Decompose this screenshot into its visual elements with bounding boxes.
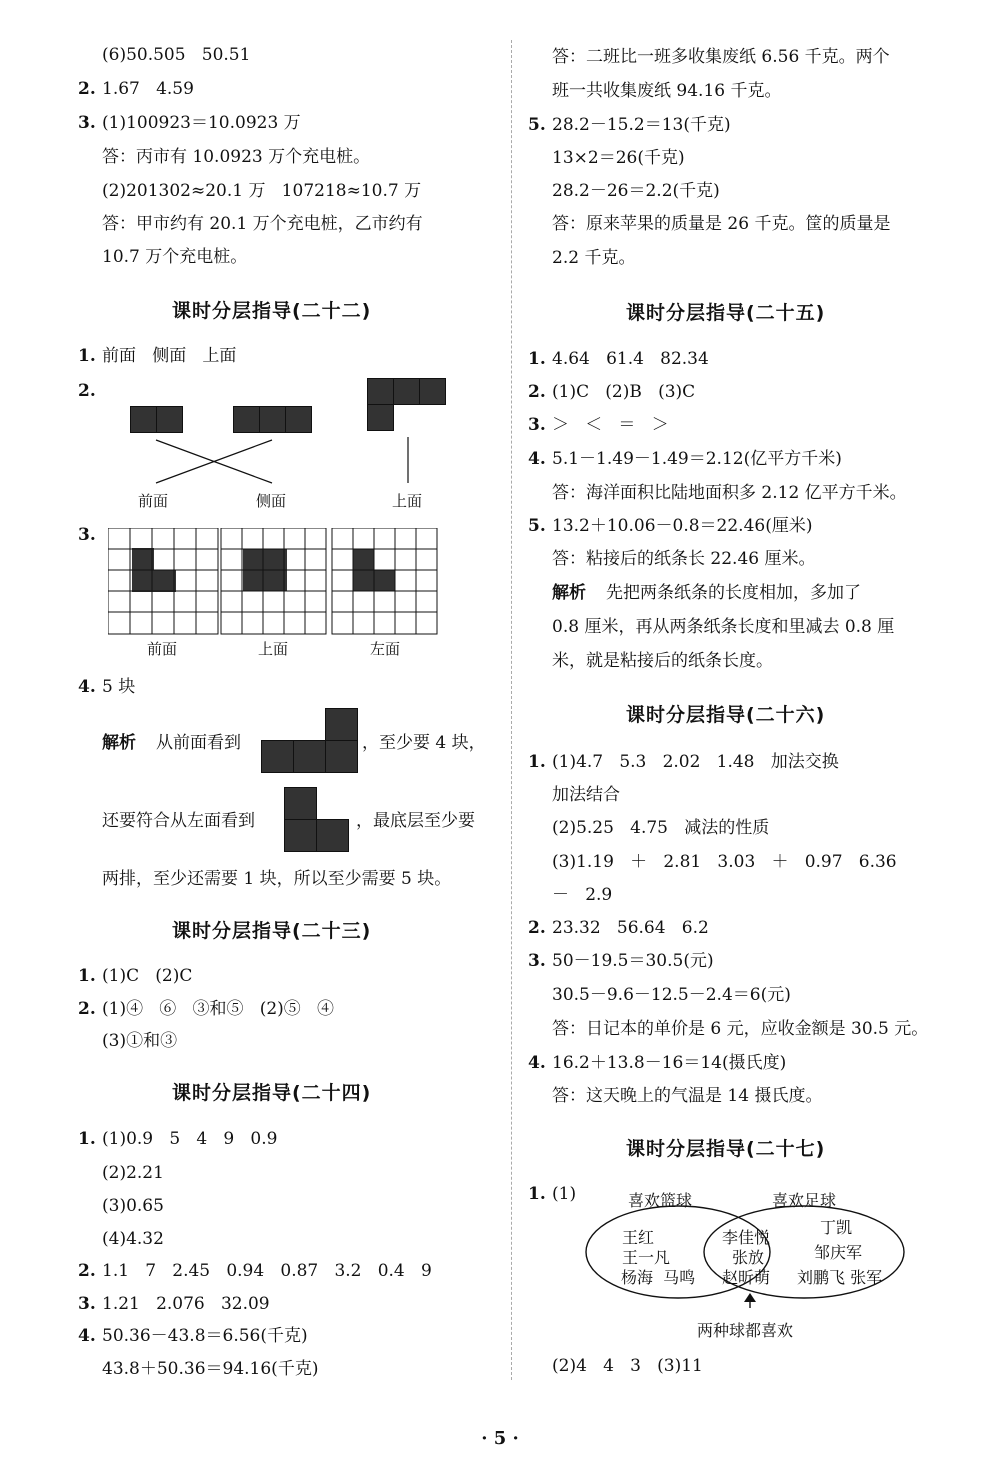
item-number: 1. [78, 346, 96, 366]
text-line: 50－19.5＝30.5(元) [552, 951, 714, 971]
text-line: 两排，至少还需要 1 块，所以至少需要 5 块。 [102, 869, 452, 889]
text-line: 班一共收集废纸 94.16 千克。 [552, 81, 782, 101]
page-number: · 5 · [481, 1428, 519, 1449]
text-line: 还要符合从左面看到 [102, 811, 255, 831]
text-line: 28.2－15.2＝13(千克) [552, 115, 731, 135]
item-number: 3. [78, 1294, 96, 1314]
text-line: 答：海洋面积比陆地面积多 2.12 亿平方千米。 [552, 483, 907, 503]
item-number: 3. [528, 951, 546, 971]
text-line: 答：甲市约有 20.1 万个充电桩，乙市约有 [102, 214, 423, 234]
venn-name: 丁凯 [820, 1218, 853, 1237]
text-line: (1) [552, 1184, 577, 1204]
view-label: 前面 [147, 640, 178, 658]
item-number: 1. [78, 1129, 96, 1149]
text-line: (1)4.7 5.3 2.02 1.48 加法交换 [552, 752, 839, 772]
text-line: (2)2.21 [102, 1163, 164, 1183]
text-line: 米，就是粘接后的纸条长度。 [552, 651, 773, 671]
item-number: 1. [78, 966, 96, 986]
venn-name: 刘鹏飞 张军 [797, 1268, 883, 1287]
text-line: 前面 侧面 上面 [102, 346, 237, 366]
text-line: 28.2－26＝2.2(千克) [552, 181, 720, 201]
text-line: 1.1 7 2.45 0.94 0.87 3.2 0.4 9 [102, 1261, 432, 1281]
item-number: 5. [528, 516, 546, 536]
item-number: 5. [528, 115, 546, 135]
text-line: ＞ ＜ ＝ ＞ [552, 415, 669, 435]
text-line: 16.2＋13.8－16＝14(摄氏度) [552, 1053, 787, 1073]
text-line: (3)0.65 [102, 1196, 164, 1216]
venn-name: 王红 [622, 1228, 655, 1247]
text-line: (3)1.19 ＋ 2.81 3.03 ＋ 0.97 6.36 [552, 852, 897, 872]
section-heading: 课时分层指导(二十三) [172, 920, 372, 942]
view-label: 上面 [392, 492, 423, 510]
view-label: 前面 [138, 492, 169, 510]
venn-name: 杨海 马鸣 [621, 1268, 696, 1287]
text-line: 答：日记本的单价是 6 元，应收金额是 30.5 元。 [552, 1019, 929, 1039]
text-line: ，至少要 4 块， [362, 733, 486, 753]
text-line: － 2.9 [552, 885, 613, 905]
venn-name: 张放 [732, 1248, 765, 1267]
text-line: 1.21 2.076 32.09 [102, 1294, 270, 1314]
analysis-label: 解析 [552, 583, 586, 603]
text-line: 4.64 61.4 82.34 [552, 349, 709, 369]
text-line: 答：原来苹果的质量是 26 千克。筐的质量是 [552, 214, 891, 234]
text-line: 答：二班比一班多收集废纸 6.56 千克。两个 [552, 47, 890, 67]
text-line: 30.5－9.6－12.5－2.4＝6(元) [552, 985, 791, 1005]
text-line: 2.2 千克。 [552, 248, 636, 268]
text-line: (1)④ ⑥ ③和⑤ (2)⑤ ④ [102, 999, 335, 1019]
text-line: (1)C (2)C [102, 966, 193, 986]
venn-name: 邹庆军 [814, 1243, 863, 1262]
venn-left-title: 喜欢篮球 [628, 1191, 693, 1210]
item-number: 4. [78, 677, 96, 697]
text-line: 从前面看到 [156, 733, 241, 753]
text-line: 13×2＝26(千克) [552, 148, 685, 168]
item-number: 3. [78, 525, 96, 545]
venn-right-title: 喜欢足球 [772, 1191, 837, 1210]
text-line: 13.2＋10.06－0.8＝22.46(厘米) [552, 516, 813, 536]
text-line: (3)①和③ [102, 1031, 178, 1051]
section-heading: 课时分层指导(二十四) [172, 1082, 372, 1104]
venn-name: 李佳悦 [722, 1228, 771, 1247]
column-divider [511, 40, 512, 1380]
text-line: 加法结合 [552, 785, 620, 805]
section-heading: 课时分层指导(二十二) [172, 300, 372, 322]
item-number: 2. [78, 999, 96, 1019]
analysis-label: 解析 [102, 733, 136, 753]
section-heading: 课时分层指导(二十六) [626, 704, 826, 726]
item-number: 4. [528, 1053, 546, 1073]
item-number: 2. [528, 918, 546, 938]
text-line: 5 块 [102, 677, 136, 697]
item-number: 2. [78, 79, 96, 99]
matching-lines [0, 0, 500, 520]
venn-name: 王一凡 [622, 1248, 671, 1267]
text-line: (6)50.505 50.51 [102, 45, 251, 65]
view-label: 侧面 [256, 492, 287, 510]
text-line: 1.67 4.59 [102, 79, 194, 99]
text-line: 答：这天晚上的气温是 14 摄氏度。 [552, 1086, 823, 1106]
text-line: (1)0.9 5 4 9 0.9 [102, 1129, 278, 1149]
section-heading: 课时分层指导(二十五) [626, 302, 826, 324]
text-line: 10.7 万个充电桩。 [102, 247, 248, 267]
item-number: 1. [528, 1184, 546, 1204]
item-number: 1. [528, 752, 546, 772]
text-line: 5.1－1.49－1.49＝2.12(亿平方千米) [552, 449, 842, 469]
view-label: 左面 [370, 640, 401, 658]
item-number: 2. [78, 1261, 96, 1281]
text-line: (1)C (2)B (3)C [552, 382, 696, 402]
text-line: (2)201302≈20.1 万 107218≈10.7 万 [102, 181, 422, 201]
text-line: 0.8 厘米，再从两条纸条长度和里减去 0.8 厘 [552, 617, 895, 637]
grid-views [108, 528, 438, 638]
view-label: 上面 [258, 640, 289, 658]
item-number: 3. [78, 113, 96, 133]
item-number: 4. [528, 449, 546, 469]
text-line: (4)4.32 [102, 1229, 164, 1249]
text-line: 50.36－43.8＝6.56(千克) [102, 1326, 308, 1346]
item-number: 2. [78, 381, 96, 401]
text-line: 43.8＋50.36＝94.16(千克) [102, 1359, 319, 1379]
text-line: 答：丙市有 10.0923 万个充电桩。 [102, 147, 371, 167]
item-number: 3. [528, 415, 546, 435]
item-number: 2. [528, 382, 546, 402]
section-heading: 课时分层指导(二十七) [626, 1138, 826, 1160]
text-line: ，最底层至少要 [356, 811, 475, 831]
text-line: 答：粘接后的纸条长 22.46 厘米。 [552, 549, 816, 569]
text-line: 先把两条纸条的长度相加，多加了 [606, 583, 861, 603]
text-line: (1)100923＝10.0923 万 [102, 113, 301, 133]
item-number: 1. [528, 349, 546, 369]
venn-name: 赵昕萌 [722, 1268, 771, 1287]
text-line: 23.32 56.64 6.2 [552, 918, 709, 938]
item-number: 4. [78, 1326, 96, 1346]
venn-bottom-label: 两种球都喜欢 [697, 1321, 794, 1340]
text-line: (2)5.25 4.75 减法的性质 [552, 818, 770, 838]
text-line: (2)4 4 3 (3)11 [552, 1356, 703, 1376]
